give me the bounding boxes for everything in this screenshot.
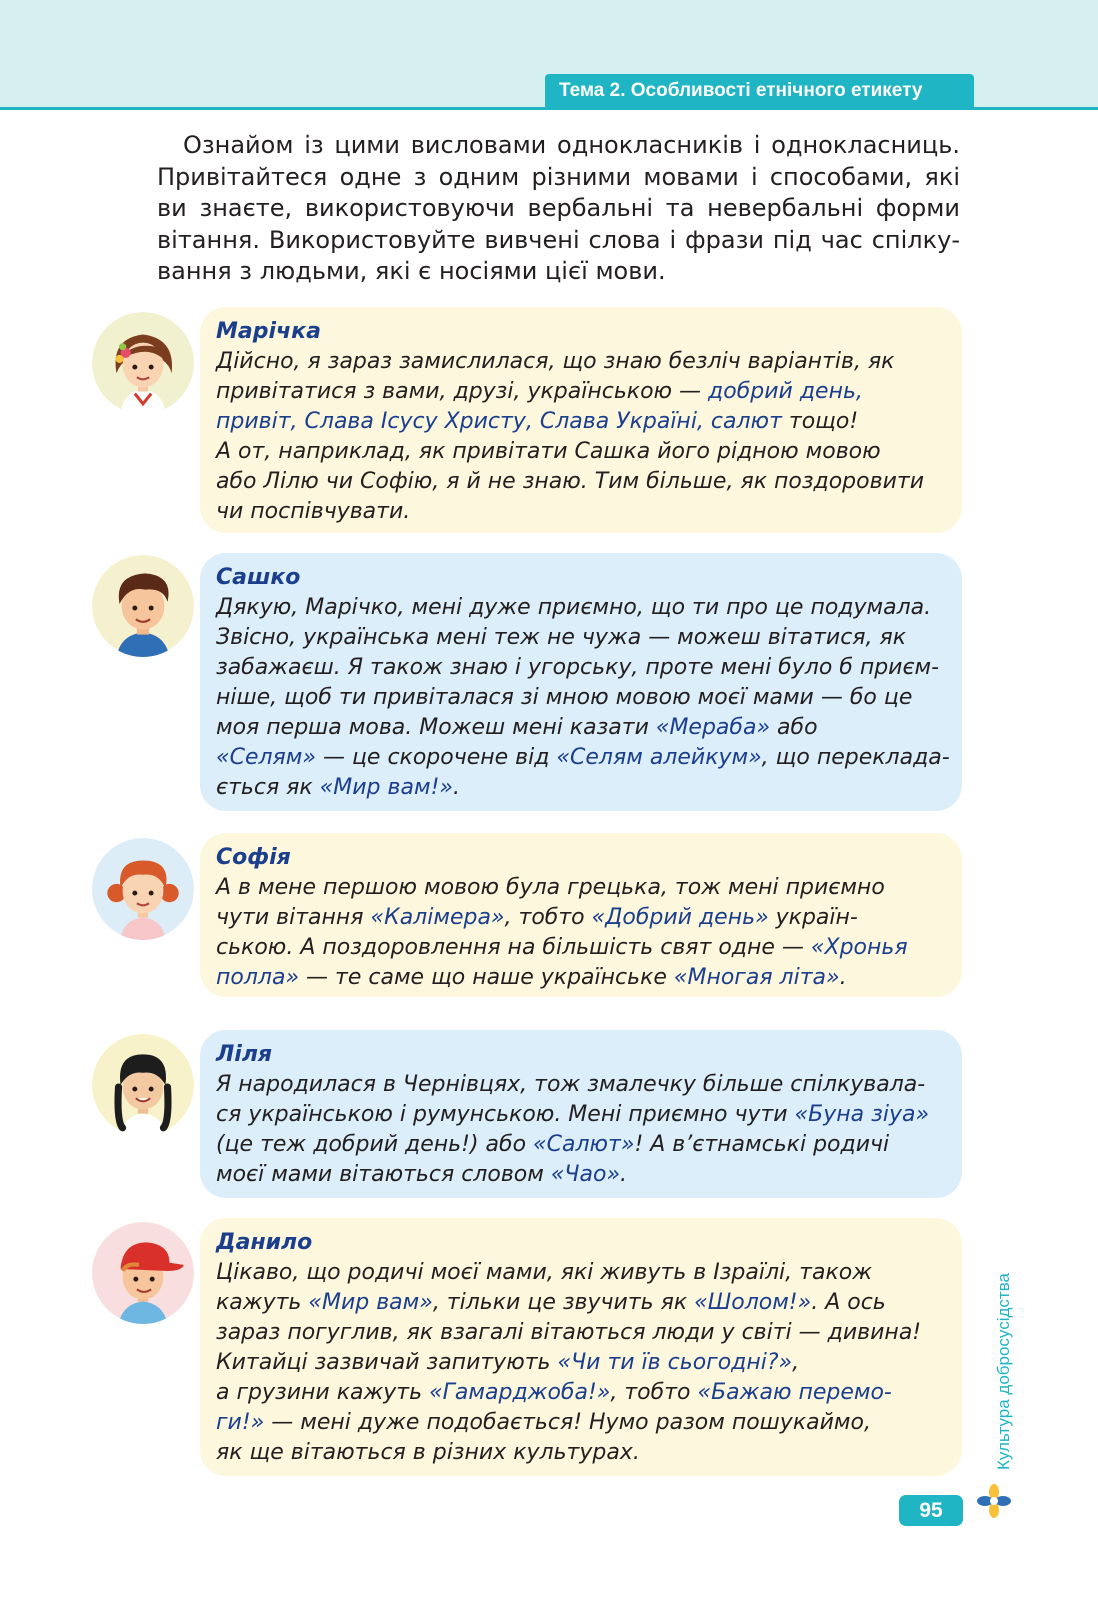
- dialogue-fragment: , тільки це звучить як: [432, 1290, 695, 1315]
- greeting-phrase: «Мир вам»: [308, 1290, 433, 1315]
- dialogue-fragment: .: [620, 1162, 628, 1187]
- dialogue-line: [216, 683, 944, 713]
- dialogue-fragment: тощо!: [781, 409, 859, 434]
- dialogue-line: [216, 1258, 944, 1288]
- dialogue-fragment: як ще вітаються в різних культурах.: [216, 1440, 640, 1465]
- intro-line: Привітайтеся одне з одним різними мовами і способами, які: [157, 162, 960, 191]
- dialogue-line: [216, 437, 944, 467]
- intro-line: Ознайом із цими висловами однокласників і однокласниць.: [183, 131, 960, 159]
- greeting-phrase: «Калімера»: [370, 905, 505, 930]
- dialogue-fragment: .: [452, 775, 460, 800]
- intro-line: ви знаєте, використовуючи вербальні та невербальні форми: [157, 194, 960, 222]
- dialogue-fragment: забажаєш. Я також знаю і угорську, проте мені було б приєм-: [216, 655, 940, 680]
- dialogue-fragment: .: [839, 965, 847, 990]
- dialogue-fragment: привітатися з вами, друзі, українською —: [216, 379, 709, 404]
- dialogue-bubble-sofia: [200, 833, 962, 997]
- greeting-phrase: «Бажаю перемо-: [697, 1380, 892, 1405]
- greeting-phrase: добрий день,: [708, 379, 863, 404]
- greeting-phrase: «Селям алейкум»: [556, 745, 762, 770]
- greeting-phrase: «Чао»: [550, 1162, 621, 1187]
- dialogue-fragment: — це скорочене від: [315, 745, 557, 770]
- dialogue-line: [216, 1288, 944, 1318]
- dialogue-text: [216, 873, 944, 993]
- flower-icon: [977, 1484, 1011, 1518]
- dialogue-fragment: Звісно, українська мені теж не чужа — можеш вітатися, як: [216, 625, 907, 650]
- greeting-phrase: «Добрий день»: [591, 905, 769, 930]
- dialogue-fragment: , тобто: [610, 1380, 698, 1405]
- dialogue-line: [216, 1348, 944, 1378]
- greeting-phrase: «Шолом!»: [694, 1290, 812, 1315]
- dialogue-text: [216, 347, 944, 527]
- dialogue-fragment: чи поспівчувати.: [216, 499, 411, 524]
- dialogue-fragment: ською. А поздоровлення на більшість свят одне —: [216, 935, 811, 960]
- greeting-phrase: «Хронья: [810, 935, 908, 960]
- dialogue-fragment: А в мене першою мовою була грецька, тож мені приємно: [216, 875, 885, 900]
- dialogue-fragment: кажуть: [216, 1290, 309, 1315]
- dialogue-line: [216, 407, 944, 437]
- greeting-phrase: «Гамарджоба!»: [429, 1380, 611, 1405]
- dialogue-line: [216, 497, 944, 527]
- dialogue-bubble-lilia: [200, 1030, 962, 1198]
- section-side-label: Культура добросусідства: [994, 1272, 1013, 1470]
- page-number: 95: [899, 1495, 963, 1526]
- dialogue-fragment: моєї мами вітаються словом: [216, 1162, 551, 1187]
- dialogue-fragment: — мені дуже подобається! Нумо разом пошукаймо,: [264, 1410, 871, 1435]
- dialogue-line: [216, 773, 944, 803]
- dialogue-bubble-danylo: [200, 1218, 962, 1476]
- dialogue-fragment: ,: [792, 1350, 800, 1375]
- dialogue-fragment: ! А в’єтнамські родичі: [634, 1132, 890, 1157]
- dialogue-line: [216, 933, 944, 963]
- greeting-phrase: «Селям»: [216, 745, 316, 770]
- speaker-name: Ліля: [216, 1042, 273, 1067]
- dialogue-bubble-sashko: [200, 553, 962, 811]
- avatar-sashko: [92, 555, 194, 657]
- dialogue-line: [216, 1130, 944, 1160]
- dialogue-line: [216, 623, 944, 653]
- greeting-phrase: полла»: [216, 965, 300, 990]
- dialogue-line: [216, 713, 944, 743]
- dialogue-line: [216, 347, 944, 377]
- dialogue-fragment: , що переклада-: [761, 745, 950, 770]
- greeting-phrase: «Буна зіуа»: [794, 1102, 930, 1127]
- dialogue-text: [216, 593, 950, 803]
- dialogue-fragment: Цікаво, що родичі моєї мами, які живуть в Ізраїлі, також: [216, 1260, 873, 1285]
- dialogue-fragment: ніше, щоб ти привіталася зі мною мовою моєї мами — бо це: [216, 685, 913, 710]
- intro-line: вання з людьми, які є носіями цієї мови.: [157, 257, 666, 285]
- greeting-phrase: ги!»: [216, 1410, 265, 1435]
- dialogue-fragment: Я народилася в Чернівцях, тож змалечку більше спілкувала-: [216, 1072, 926, 1097]
- avatar-sofia: [92, 838, 194, 940]
- dialogue-line: [216, 1378, 944, 1408]
- dialogue-line: [216, 1070, 944, 1100]
- topic-title: Тема 2. Особливості етнічного етикету: [545, 74, 974, 107]
- avatar-lilia: [92, 1034, 194, 1136]
- dialogue-line: [216, 1408, 944, 1438]
- dialogue-fragment: А от, наприклад, як привітати Сашка його рідною мовою: [216, 439, 881, 464]
- dialogue-fragment: а грузини кажуть: [216, 1380, 430, 1405]
- dialogue-line: [216, 593, 944, 623]
- dialogue-line: [216, 467, 944, 497]
- dialogue-text: [216, 1258, 944, 1468]
- avatar-marichka: [92, 312, 194, 414]
- avatar-danylo: [92, 1222, 194, 1324]
- dialogue-fragment: україн-: [768, 905, 858, 930]
- greeting-phrase: «Салют»: [533, 1132, 635, 1157]
- greeting-phrase: «Мераба»: [655, 715, 771, 740]
- intro-paragraph: [157, 130, 960, 288]
- speaker-name: Сашко: [216, 565, 301, 590]
- greeting-phrase: «Чи ти їв сьогодні?»: [557, 1350, 793, 1375]
- dialogue-line: [216, 1160, 944, 1190]
- greeting-phrase: «Многая літа»: [673, 965, 840, 990]
- dialogue-fragment: або: [770, 715, 818, 740]
- dialogue-fragment: . А ось: [811, 1290, 886, 1315]
- dialogue-line: [216, 1438, 944, 1468]
- dialogue-line: [216, 1100, 944, 1130]
- dialogue-fragment: чути вітання: [216, 905, 371, 930]
- dialogue-line: [216, 873, 944, 903]
- dialogue-fragment: або Лілю чи Софію, я й не знаю. Тим більше, як поздоровити: [216, 469, 924, 494]
- greeting-phrase: привіт, Слава Ісусу Христу, Слава Україні, салют: [216, 409, 782, 434]
- dialogue-line: [216, 743, 950, 773]
- dialogue-fragment: Дякую, Марічко, мені дуже приємно, що ти про це подумала.: [216, 595, 932, 620]
- speaker-name: Марічка: [216, 319, 321, 344]
- dialogue-bubble-marichka: [200, 307, 962, 533]
- dialogue-fragment: , тобто: [504, 905, 592, 930]
- dialogue-line: [216, 903, 944, 933]
- dialogue-fragment: (це теж добрий день!) або: [216, 1132, 534, 1157]
- intro-line: вітання. Використовуйте вивчені слова і фрази під час спілку-: [157, 225, 960, 254]
- dialogue-text: [216, 1070, 944, 1190]
- dialogue-line: [216, 653, 944, 683]
- dialogue-fragment: ється як: [216, 775, 320, 800]
- greeting-phrase: «Мир вам!»: [319, 775, 453, 800]
- speaker-name: Софія: [216, 845, 291, 870]
- dialogue-line: [216, 1318, 944, 1348]
- dialogue-fragment: ся українською і румунською. Мені приємно чути: [216, 1102, 795, 1127]
- dialogue-fragment: Дійсно, я зараз замислилася, що знаю безліч варіантів, як: [216, 349, 895, 374]
- speaker-name: Данило: [216, 1230, 313, 1255]
- dialogue-fragment: — те саме що наше українське: [299, 965, 674, 990]
- dialogue-fragment: Китайці зазвичай запитують: [216, 1350, 558, 1375]
- dialogue-fragment: моя перша мова. Можеш мені казати: [216, 715, 656, 740]
- dialogue-fragment: зараз погуглив, як взагалі вітаються люди у світі — дивина!: [216, 1320, 922, 1345]
- dialogue-line: [216, 963, 944, 993]
- dialogue-line: [216, 377, 944, 407]
